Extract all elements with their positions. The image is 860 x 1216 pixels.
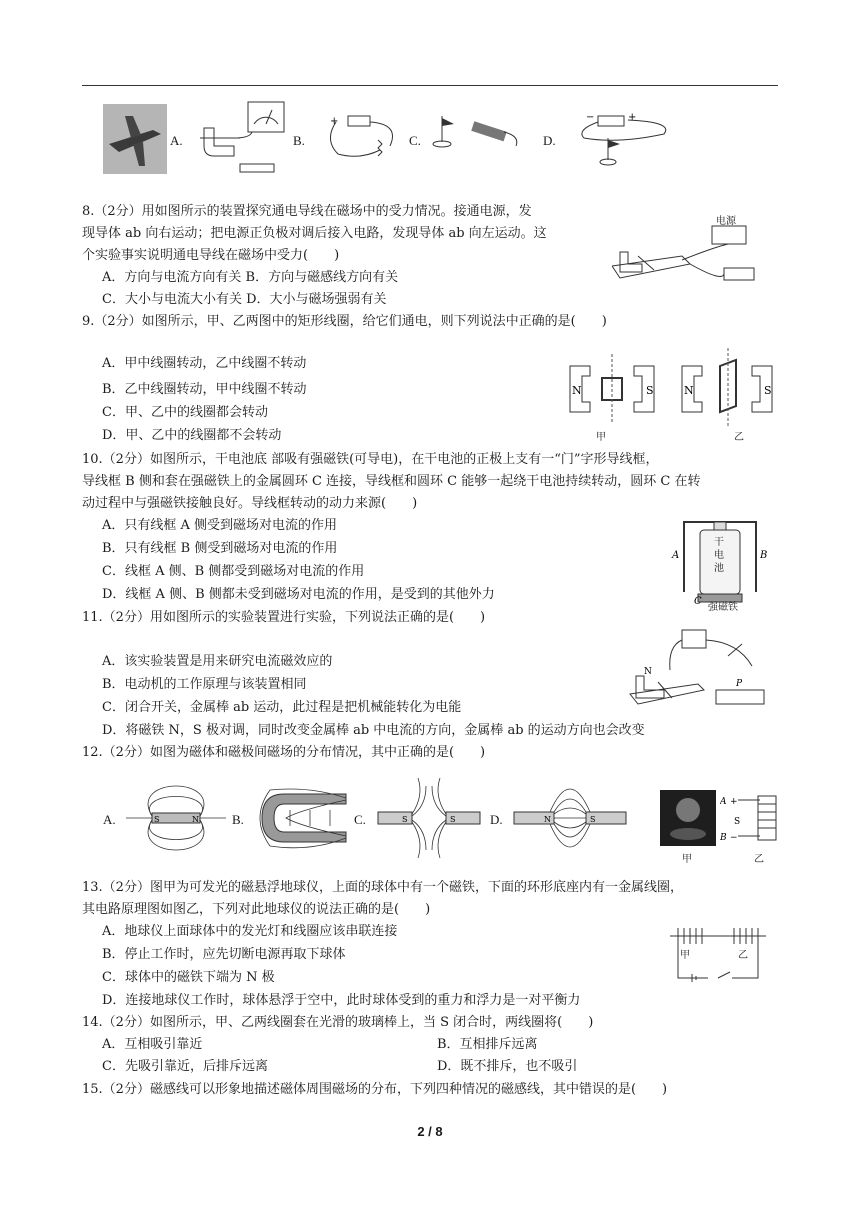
svg-text:S: S — [764, 384, 772, 397]
q8-fig-power-label: 电源 — [716, 216, 736, 227]
q8-options-ab: A．方向与电流方向有关 B．方向与磁感线方向有关 — [102, 270, 399, 285]
svg-text:B: B — [760, 550, 768, 561]
coil-between-magnets-icon — [568, 350, 658, 430]
svg-text:P: P — [736, 679, 743, 689]
q10-option-a: A．只有线框 A 侧受到磁场对电流的作用 — [102, 518, 338, 533]
q9-option-d: D．甲、乙中的线圈都不会转动 — [102, 428, 282, 443]
repelling-poles-field-icon — [374, 776, 484, 860]
svg-text:+: + — [730, 797, 738, 807]
motor-rail-apparatus-icon — [612, 208, 762, 288]
q14-fig-jia-label: 甲 — [680, 950, 690, 961]
q12-figure-b — [250, 780, 354, 860]
q7-figure-d — [568, 104, 678, 174]
svg-text:S: S — [154, 815, 160, 824]
q12-option-a: A. — [103, 812, 116, 827]
svg-text:S: S — [450, 815, 456, 824]
q13-option-a: A．地球仪上面球体中的发光灯和线圈应该串联连接 — [102, 924, 398, 939]
svg-text:N: N — [644, 667, 652, 677]
svg-text:N: N — [544, 815, 551, 824]
q10-fig-magnet-label: 强磁铁 — [708, 602, 738, 613]
q12-figure-a — [124, 780, 228, 860]
svg-text:+: + — [628, 112, 637, 123]
galvanometer-setup-icon — [190, 98, 290, 180]
q10-figure — [670, 508, 770, 612]
svg-text:N: N — [572, 384, 582, 397]
q7-figure-d-hand — [428, 112, 524, 166]
q9-fig-yi-label: 乙 — [734, 432, 744, 443]
q10-fig-battery-label: 干电池 — [714, 537, 724, 574]
svg-text:S: S — [646, 384, 654, 397]
svg-text:S: S — [590, 815, 596, 824]
bar-magnet-field-icon — [124, 780, 228, 856]
q10-stem-line1: 10.（2分）如图所示，干电池底 部吸有强磁铁(可导电)，在干电池的正极上支有一“门”字形导线框， — [82, 452, 659, 467]
q11-option-b: B．电动机的工作原理与该装置相同 — [102, 677, 307, 692]
maglev-globe-photo-icon — [660, 790, 716, 846]
q7-option-d: D. — [543, 133, 556, 148]
q14-option-b: B．互相排斥远离 — [437, 1037, 538, 1052]
q13-fig-yi-label: 乙 — [754, 854, 764, 865]
q9-figure-yi — [680, 346, 776, 443]
q12-figure-c — [374, 776, 484, 864]
q7-figure-c — [320, 110, 410, 174]
q9-fig-jia-label: 甲 — [596, 432, 606, 443]
q12-option-b: B. — [232, 812, 244, 827]
svg-text:+: + — [330, 116, 339, 127]
svg-text:S: S — [402, 815, 408, 824]
q10-option-d: D．线框 A 侧、B 侧都未受到磁场对电流的作用，是受到的其他外力 — [102, 587, 495, 602]
q13-option-d: D．连接地球仪工作时，球体悬浮于空中，此时球体受到的重力和浮力是一对平衡力 — [102, 993, 581, 1008]
q10-stem-line3: 动过程中与强磁铁接触良好。导线框转动的动力来源( ) — [82, 496, 418, 511]
svg-text:C: C — [694, 596, 702, 607]
q11-option-d: D．将磁铁 N，S 极对调，同时改变金属棒 ab 中电流的方向，金属棒 ab 的运动方向也会改变 — [102, 723, 645, 738]
q12-option-d: D. — [490, 812, 503, 827]
q7-figure-b — [190, 98, 290, 184]
q8-stem-line1: 8.（2分）用如图所示的装置探究通电导线在磁场中的受力情况。接通电源，发 — [82, 204, 532, 219]
q10-stem-line2: 导线框 B 侧和套在强磁铁上的金属圆环 C 连接，导线框和圆环 C 能够一起绕干电池持续转动，圆环 C 在转 — [82, 474, 701, 489]
q14-option-d: D．既不排斥，也不吸引 — [437, 1059, 578, 1074]
q11-stem: 11.（2分）用如图所示的实验装置进行实验，下列说法正确的是( ) — [82, 610, 486, 625]
q7-option-a: A. — [170, 133, 183, 148]
header-rule — [82, 85, 778, 86]
q13-stem-line1: 13.（2分）图甲为可发光的磁悬浮地球仪，上面的球体中有一个磁铁，下面的环形底座内有一金属线圈， — [82, 880, 683, 895]
battery-compass-icon — [568, 104, 678, 170]
q14-option-a: A．互相吸引靠近 — [102, 1037, 203, 1052]
q9-option-a: A．甲中线圈转动，乙中线圈不转动 — [102, 356, 307, 371]
svg-text:B: B — [720, 833, 727, 843]
u-magnet-field-icon — [250, 780, 354, 856]
svg-text:A: A — [720, 797, 727, 807]
q14-fig-yi-label: 乙 — [738, 950, 748, 961]
svg-text:−: − — [586, 112, 595, 123]
q13-option-c: C．球体中的磁铁下端为 N 极 — [102, 970, 275, 985]
q10-option-c: C．线框 A 侧、B 侧都受到磁场对电流的作用 — [102, 564, 365, 579]
battery-coil-icon — [320, 110, 410, 170]
q8-stem-line3: 个实验事实说明通电导线在磁场中受力( ) — [82, 248, 340, 263]
q12-option-c: C. — [354, 812, 366, 827]
motor-principle-apparatus-icon — [628, 626, 768, 722]
q7-figure-airplane — [103, 104, 167, 174]
q9-option-b: B．乙中线圈转动，甲中线圈不转动 — [102, 382, 307, 397]
q8-figure — [612, 208, 762, 292]
q11-option-c: C．闭合开关，金属棒 ab 运动，此过程是把机械能转化为电能 — [102, 700, 462, 715]
q13-option-b: B．停止工作时，应先切断电源再取下球体 — [102, 947, 346, 962]
electromagnet-circuit-icon — [720, 788, 780, 850]
page-number: 2 / 8 — [417, 1124, 443, 1139]
q9-figure-jia — [568, 350, 658, 443]
svg-text:−: − — [730, 833, 738, 843]
coil-between-magnets-icon — [680, 346, 776, 430]
airplane-icon — [103, 104, 167, 174]
q11-option-a: A．该实验装置是用来研究电流磁效应的 — [102, 654, 333, 669]
q10-option-b: B．只有线框 B 侧受到磁场对电流的作用 — [102, 541, 338, 556]
q14-stem: 14.（2分）如图所示，甲、乙两线圈套在光滑的玻璃棒上，当 S 闭合时，两线圈将( ) — [82, 1015, 594, 1030]
q13-figure-jia — [660, 790, 716, 865]
q9-option-c: C．甲、乙中的线圈都会转动 — [102, 405, 268, 420]
q9-stem: 9.（2分）如图所示，甲、乙两图中的矩形线圈，给它们通电，则下列说法中正确的是( ) — [82, 314, 607, 329]
q7-option-c: C. — [409, 133, 421, 148]
svg-text:S: S — [734, 817, 741, 827]
svg-text:N: N — [684, 384, 694, 397]
q14-option-c: C．先吸引靠近，后排斥远离 — [102, 1059, 268, 1074]
q7-option-b: B. — [293, 133, 305, 148]
q14-figure — [668, 924, 768, 994]
q13-fig-jia-label: 甲 — [682, 854, 692, 865]
svg-text:N: N — [192, 815, 199, 824]
q13-stem-line2: 其电路原理图如图乙，下列对此地球仪的说法正确的是( ) — [82, 902, 431, 917]
attracting-poles-field-icon — [510, 772, 630, 862]
q11-figure — [628, 626, 768, 726]
q12-stem: 12.（2分）如图为磁体和磁极间磁场的分布情况，其中正确的是( ) — [82, 745, 486, 760]
q8-options-cd: C．大小与电流大小有关 D．大小与磁场强弱有关 — [102, 292, 387, 307]
svg-text:A: A — [672, 550, 680, 561]
q13-figure-yi — [720, 788, 780, 865]
compass-magnet-icon — [428, 112, 524, 162]
q8-stem-line2: 现导体 ab 向右运动；把电源正负极对调后接入电路，发现导体 ab 向左运动。这 — [82, 226, 547, 241]
q12-figure-d — [510, 772, 630, 866]
q15-stem: 15.（2分）磁感线可以形象地描述磁体周围磁场的分布，下列四种情况的磁感线，其中错误的是( ) — [82, 1082, 668, 1097]
